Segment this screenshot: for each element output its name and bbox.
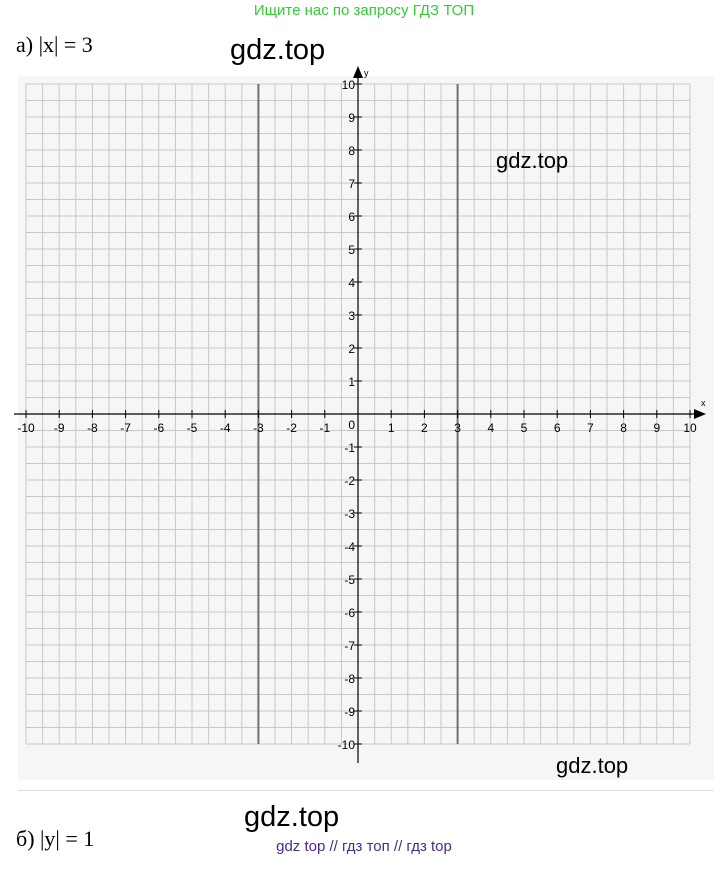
x-tick-label: -10 xyxy=(17,421,35,435)
x-tick-label: 8 xyxy=(620,421,627,435)
y-tick-label: 6 xyxy=(348,210,355,224)
y-tick-label: 2 xyxy=(348,342,355,356)
watermark-right: gdz.top xyxy=(496,148,569,173)
y-tick-label: 10 xyxy=(341,78,355,92)
y-tick-label: -10 xyxy=(337,738,355,752)
x-tick-label: -4 xyxy=(219,421,231,435)
origin-label: 0 xyxy=(348,418,355,432)
x-tick-label: 6 xyxy=(553,421,561,435)
x-tick-label: -5 xyxy=(186,421,198,435)
y-tick-label: -4 xyxy=(344,540,355,554)
y-tick-label: -3 xyxy=(344,507,355,521)
x-tick-label: -6 xyxy=(153,421,165,435)
tick-labels xyxy=(17,68,706,752)
x-axis-arrow xyxy=(694,409,706,419)
x-tick-label: -7 xyxy=(120,421,131,435)
y-axis-arrow xyxy=(353,66,363,78)
watermark-top: gdz.top xyxy=(230,34,326,66)
y-tick-label: -9 xyxy=(344,705,355,719)
y-tick-label: -1 xyxy=(344,441,355,455)
x-tick-label: 1 xyxy=(387,421,395,435)
y-tick-label: 8 xyxy=(348,144,355,158)
x-tick-label: 2 xyxy=(421,421,428,435)
y-tick-label: 1 xyxy=(348,375,355,389)
y-tick-label: -7 xyxy=(344,639,355,653)
y-tick-label: -6 xyxy=(344,606,355,620)
x-tick-label: 5 xyxy=(520,421,528,435)
y-axis-label: y xyxy=(364,68,369,78)
footer-links[interactable]: gdz top // гдз топ // гдз top xyxy=(276,838,452,855)
x-tick-label: 3 xyxy=(454,421,461,435)
y-tick-label: -5 xyxy=(344,573,355,587)
y-tick-label: 3 xyxy=(348,309,355,323)
x-axis-label: x xyxy=(701,398,706,408)
x-tick-label: 7 xyxy=(587,421,594,435)
y-tick-label: 5 xyxy=(348,243,355,257)
x-tick-label: -2 xyxy=(286,421,297,435)
axes xyxy=(14,66,706,763)
x-tick-label: -9 xyxy=(53,421,65,435)
y-tick-label: -2 xyxy=(344,474,355,488)
y-tick-label: 9 xyxy=(348,111,355,125)
x-tick-label: 10 xyxy=(683,421,697,435)
task-b-label: б) |y| = 1 xyxy=(16,826,95,851)
task-a-label: а) |x| = 3 xyxy=(16,32,93,57)
watermark-center: gdz.top xyxy=(244,801,340,833)
x-tick-label: 4 xyxy=(487,421,495,435)
y-tick-label: -8 xyxy=(344,672,355,686)
watermark-bottom: gdz.top xyxy=(556,753,629,778)
x-tick-label: -8 xyxy=(87,421,98,435)
y-tick-label: 4 xyxy=(348,276,355,290)
x-tick-label: -1 xyxy=(319,421,331,435)
search-banner[interactable]: Ищите нас по запросу ГДЗ ТОП xyxy=(253,2,475,19)
x-tick-label: 9 xyxy=(653,421,661,435)
x-tick-label: -3 xyxy=(253,421,264,435)
y-tick-label: 7 xyxy=(348,177,355,191)
section-divider xyxy=(18,790,714,791)
